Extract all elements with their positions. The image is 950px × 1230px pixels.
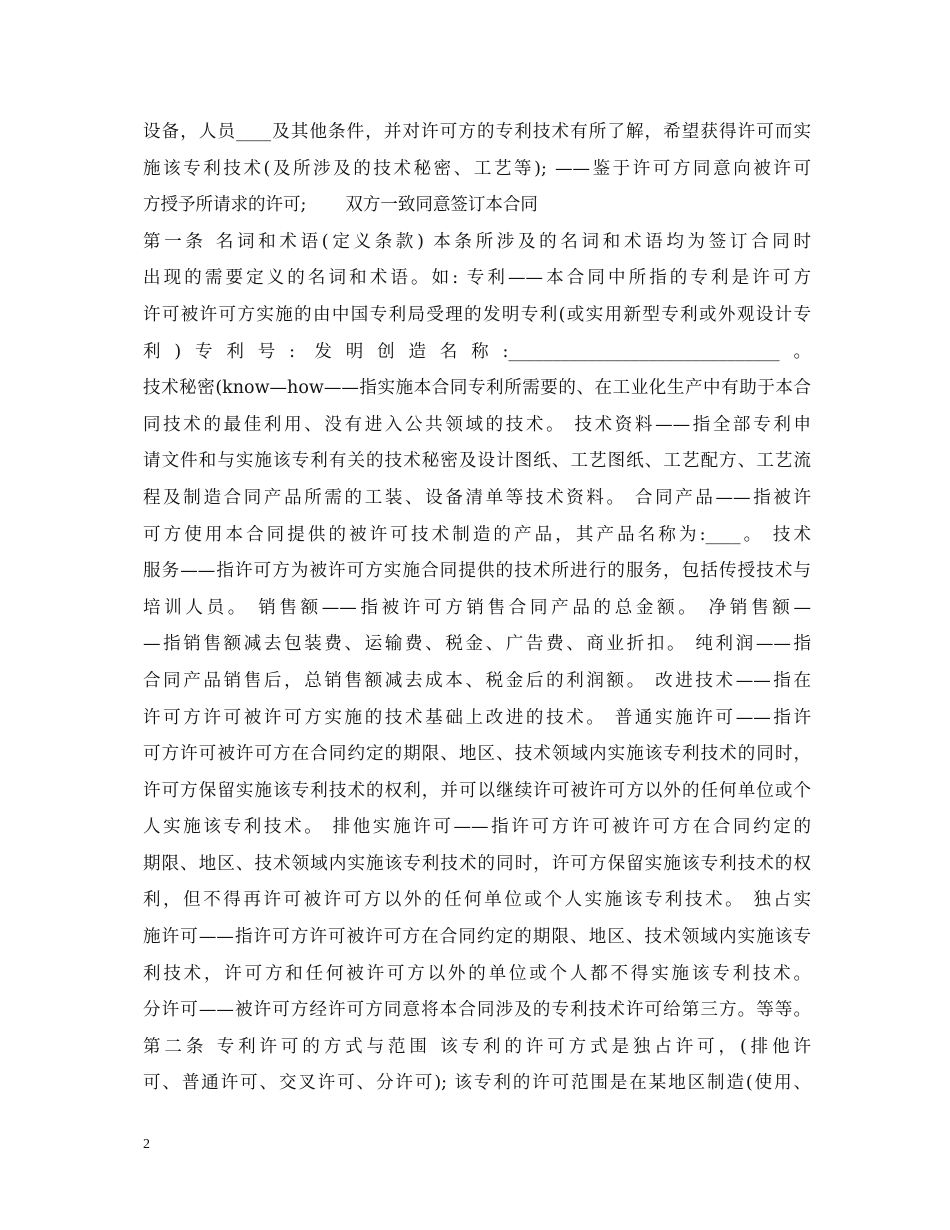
text-line: —指销售额减去包装费、运输费、税金、广告费、商业折扣。 纯利润——指 xyxy=(143,634,811,655)
text-line: 施该专利技术(及所涉及的技术秘密、工艺等); ——鉴于许可方同意向被许可 xyxy=(143,158,811,179)
text-line: 许可方许可被许可方实施的技术基础上改进的技术。 普通实施许可——指许 xyxy=(143,707,811,728)
text-line: 出现的需要定义的名词和术语。如: 专利——本合同中所指的专利是许可方 xyxy=(143,268,811,289)
text-line: 同技术的最佳利用、没有进入公共领域的技术。 技术资料——指全部专利申 xyxy=(143,414,811,435)
text-line: 可、普通许可、交叉许可、分许可); 该专利的许可范围是在某地区制造(使用、 xyxy=(143,1073,811,1094)
text-line: 技术秘密(know—how——指实施本合同专利所需要的、在工业化生产中有助于本合 xyxy=(143,378,811,399)
text-line: 许可被许可方实施的由中国专利局受理的发明专利(或实用新型专利或外观设计专 xyxy=(143,304,811,325)
text-line: 利，但不得再许可被许可方以外的任何单位或个人实施该专利技术。 独占实 xyxy=(143,890,811,911)
text-line: 人实施该专利技术。 排他实施许可——指许可方许可被许可方在合同约定的 xyxy=(143,817,811,838)
text-line: 利技术，许可方和任何被许可方以外的单位或个人都不得实施该专利技术。 xyxy=(143,963,811,984)
text-line: 可方使用本合同提供的被许可技术制造的产品，其产品名称为:____。 技术 xyxy=(143,524,811,545)
document-body xyxy=(143,114,811,1102)
text-line: 第一条 名词和术语(定义条款) 本条所涉及的名词和术语均为签订合同时 xyxy=(143,231,811,252)
text-line: 施许可——指许可方许可被许可方在合同约定的期限、地区、技术领域内实施该专 xyxy=(143,927,811,948)
text-line: 分许可——被许可方经许可方同意将本合同涉及的专利技术许可给第三方。等等。 xyxy=(143,1000,811,1021)
text-line: 程及制造合同产品所需的工装、设备清单等技术资料。 合同产品——指被许 xyxy=(143,487,811,508)
page-number: 2 xyxy=(143,1137,150,1152)
text-line: 设备，人员____及其他条件，并对许可方的专利技术有所了解，希望获得许可而实 xyxy=(143,122,811,142)
text-line: 可方许可被许可方在合同约定的期限、地区、技术领域内实施该专利技术的同时， xyxy=(143,744,811,765)
text-line: 第二条 专利许可的方式与范围 该专利的许可方式是独占许可，(排他许 xyxy=(143,1036,811,1057)
text-line: 培训人员。 销售额——指被许可方销售合同产品的总金额。 净销售额— xyxy=(143,597,811,618)
text-line: 请文件和与实施该专利有关的技术秘密及设计图纸、工艺图纸、工艺配方、工艺流 xyxy=(143,451,811,472)
text-line: 方授予所请求的许可; 双方一致同意签订本合同 xyxy=(143,195,538,216)
text-line: 利)专利号: 发明创造名称:_______________________________。 xyxy=(143,341,811,362)
text-line: 服务——指许可方为被许可方实施合同提供的技术所进行的服务，包括传授技术与 xyxy=(143,561,811,582)
text-line: 期限、地区、技术领域内实施该专利技术的同时，许可方保留实施该专利技术的权 xyxy=(143,853,811,874)
text-line: 许可方保留实施该专利技术的权利，并可以继续许可被许可方以外的任何单位或个 xyxy=(143,780,811,801)
text-line: 合同产品销售后，总销售额减去成本、税金后的利润额。 改进技术——指在 xyxy=(143,670,811,691)
